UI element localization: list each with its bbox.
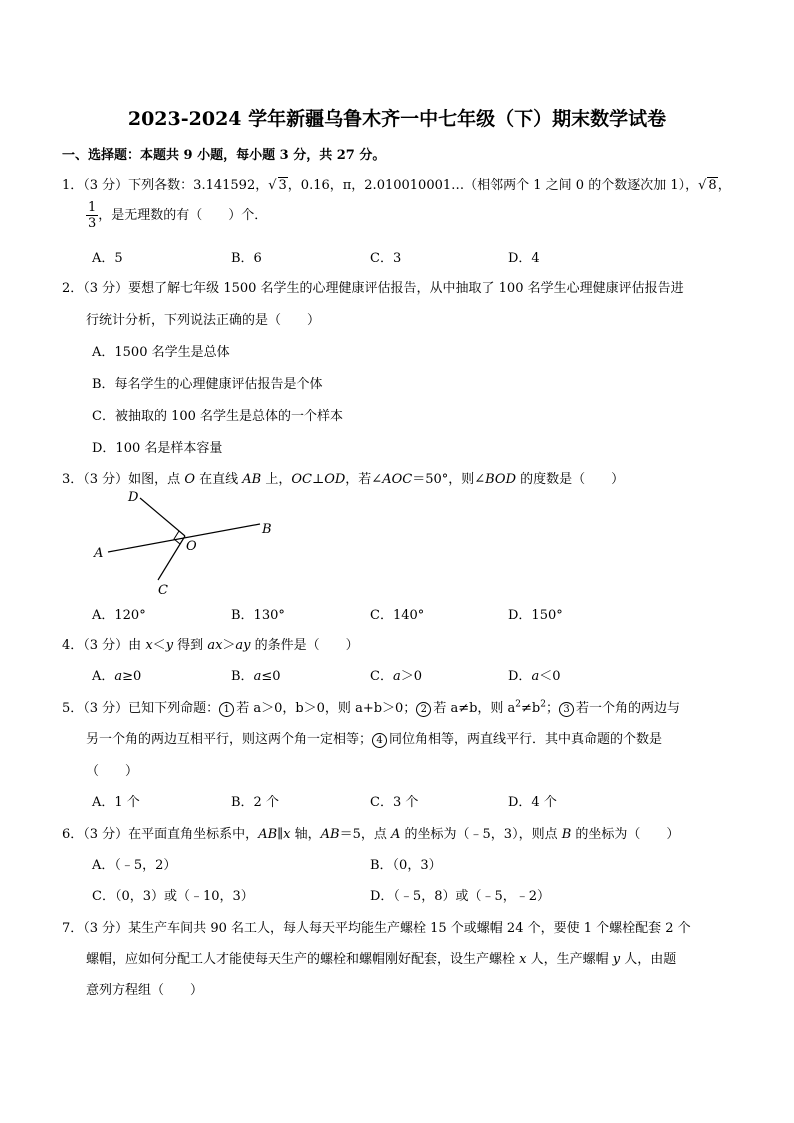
question-number: 7． — [62, 921, 84, 936]
ray-od — [140, 498, 185, 536]
sqrt-sign: √ — [698, 178, 707, 193]
question-1-line2 — [86, 200, 267, 231]
option-c: C．被抽取的 100 名学生是总体的一个样本 — [92, 409, 344, 424]
math-var: OC — [291, 472, 312, 487]
question-text: 的度数是（ ） — [516, 472, 625, 487]
option-a: A．5 — [92, 251, 123, 266]
right-angle-mark — [174, 531, 180, 544]
question-text: ＜ — [152, 638, 166, 653]
option-d: D．4 个 — [508, 795, 557, 810]
option-a: A．（﹣5，2） — [92, 858, 177, 873]
option-text: ≥0 — [122, 669, 142, 684]
math-var: AB — [242, 472, 262, 487]
math-var: ay — [235, 638, 251, 653]
question-text: 人，由题 — [620, 952, 677, 967]
math-var: BOD — [485, 472, 517, 487]
math-var: a — [114, 669, 123, 684]
question-text: 的坐标为（ ） — [571, 827, 680, 842]
question-text: ＞ — [222, 638, 236, 653]
option-d: D．4 — [508, 251, 540, 266]
question-text: （3 分）已知下列命题： — [83, 701, 220, 716]
label-b: B — [262, 522, 272, 537]
math-var: O — [184, 472, 195, 487]
math-var: AOC — [382, 472, 413, 487]
option-a: A．120° — [92, 608, 146, 623]
math-var: y — [612, 952, 621, 967]
question-number: 2． — [62, 281, 84, 296]
option-text: ≤0 — [261, 669, 281, 684]
question-6 — [62, 823, 679, 842]
option-text: ＜0 — [539, 669, 561, 684]
radicand: 8 — [708, 178, 717, 193]
option-a: A．1 个 — [92, 795, 140, 810]
question-text: ， — [717, 178, 731, 193]
question-text: 人，生产螺帽 — [526, 952, 613, 967]
question-text: ＝5，点 — [339, 827, 391, 842]
question-2 — [62, 277, 684, 296]
math-var: ax — [207, 638, 223, 653]
question-text: 若 a＞0，b＞0，则 a+b＞0； — [236, 701, 417, 716]
question-number: 5． — [62, 701, 84, 716]
option-label: C． — [370, 669, 393, 684]
question-text: 若 a≠b，则 a — [433, 701, 516, 716]
question-text: （3 分）如图，点 — [83, 472, 185, 487]
option-label: B． — [231, 669, 254, 684]
math-var: AB — [258, 827, 278, 842]
question-7-line3: 意列方程组（ ） — [86, 983, 204, 998]
circled-number: 4 — [372, 733, 387, 748]
question-text: 上， — [261, 472, 292, 487]
question-text: 同位角相等，两直线平行．其中真命题的个数是 — [389, 732, 663, 747]
circled-number: 3 — [559, 702, 574, 717]
option-d: D．（﹣5，8）或（﹣5，﹣2） — [370, 889, 551, 904]
math-var: x — [519, 952, 527, 967]
question-text: ； — [545, 701, 559, 716]
option-b: B．每名学生的心理健康评估报告是个体 — [92, 377, 323, 392]
question-text: ，是无理数的有（ ）个． — [98, 208, 268, 223]
math-var: x — [145, 638, 153, 653]
question-text: ，0.16，π，2.010010001…（相邻两个 1 之间 0 的个数逐次加 1）， — [287, 178, 699, 193]
question-text: 另一个角的两边互相平行，则这两个角一定相等； — [86, 732, 373, 747]
question-5-line3: （ ） — [86, 764, 139, 779]
question-5-line2 — [86, 728, 662, 748]
question-text: 的条件是（ ） — [250, 638, 359, 653]
question-text: 若一个角的两边与 — [576, 701, 681, 716]
option-b: B．（0，3） — [370, 858, 442, 873]
option-c: C．（0，3）或（﹣10，3） — [92, 889, 254, 904]
section-heading: 一、选择题：本题共 9 小题，每小题 3 分，共 27 分。 — [62, 148, 386, 163]
circled-number: 2 — [416, 702, 431, 717]
math-var: a — [392, 669, 401, 684]
math-var: A — [391, 827, 401, 842]
question-text: 螺帽，应如何分配工人才能使每天生产的螺栓和螺帽刚好配套，设生产螺栓 — [86, 952, 520, 967]
question-text: （3 分）下列各数：3.141592， — [83, 178, 269, 193]
question-text: 轴， — [290, 827, 321, 842]
geometry-figure — [88, 488, 288, 600]
question-text: （3 分）在平面直角坐标系中， — [83, 827, 259, 842]
question-text: （3 分）某生产车间共 90 名工人，每人每天平均能生产螺栓 15 个或螺帽 24 个，要使 1 个螺栓配套 2 个 — [83, 921, 691, 936]
option-text: ＞0 — [400, 669, 422, 684]
option-d: D．100 名是样本容量 — [92, 441, 223, 456]
option-c: C．3 个 — [370, 795, 419, 810]
question-text: ∥ — [277, 827, 284, 842]
option-label: D． — [508, 669, 532, 684]
option-c — [370, 665, 422, 684]
page-title: 2023-2024 学年新疆乌鲁木齐一中七年级（下）期末数学试卷 — [127, 108, 667, 130]
option-label: A． — [92, 669, 115, 684]
question-text: 的坐标为（﹣5，3），则点 — [400, 827, 562, 842]
question-1 — [62, 174, 731, 193]
label-d: D — [128, 490, 139, 505]
question-text: ，若∠ — [345, 472, 383, 487]
label-o: O — [186, 539, 197, 554]
math-var: a — [253, 669, 262, 684]
math-var: x — [283, 827, 291, 842]
math-var: B — [561, 827, 572, 842]
question-3 — [62, 468, 624, 487]
question-text: ≠b — [521, 701, 541, 716]
question-5 — [62, 697, 680, 717]
label-a: A — [94, 546, 104, 561]
question-2-line2: 行统计分析，下列说法正确的是（ ） — [86, 313, 321, 328]
option-c: C．140° — [370, 608, 425, 623]
question-number: 6． — [62, 827, 84, 842]
math-var: a — [531, 669, 540, 684]
superscript: 2 — [515, 699, 522, 710]
math-var: OD — [324, 472, 346, 487]
question-number: 3． — [62, 472, 84, 487]
option-b: B．130° — [231, 608, 285, 623]
question-7-line2 — [86, 948, 676, 967]
fraction-denominator: 3 — [88, 216, 97, 231]
question-text: ⊥ — [311, 472, 325, 487]
question-text: （3 分）要想了解七年级 1500 名学生的心理健康评估报告，从中抽取了 100 名学生心理健康评估报告进 — [83, 281, 684, 296]
option-a — [92, 665, 141, 684]
math-var: AB — [320, 827, 340, 842]
superscript: 2 — [540, 699, 546, 710]
question-7 — [62, 917, 691, 936]
math-var: y — [165, 638, 174, 653]
option-b: B．2 个 — [231, 795, 279, 810]
label-c: C — [158, 583, 168, 598]
question-text: ＝50°，则∠ — [412, 472, 486, 487]
option-c: C．3 — [370, 251, 402, 266]
question-number: 1． — [62, 178, 84, 193]
sqrt-sign: √ — [268, 178, 277, 193]
option-d — [508, 665, 560, 684]
circled-number: 1 — [219, 702, 234, 717]
option-b — [231, 665, 281, 684]
question-text: 得到 — [173, 638, 208, 653]
question-number: 4． — [62, 638, 84, 653]
question-text: 在直线 — [195, 472, 243, 487]
question-4 — [62, 634, 359, 653]
option-a: A．1500 名学生是总体 — [92, 345, 230, 360]
fraction-numerator: 1 — [88, 200, 97, 215]
option-d: D．150° — [508, 608, 563, 623]
fraction — [86, 200, 98, 231]
option-b: B．6 — [231, 251, 262, 266]
radicand: 3 — [278, 178, 287, 193]
question-text: （3 分）由 — [83, 638, 146, 653]
